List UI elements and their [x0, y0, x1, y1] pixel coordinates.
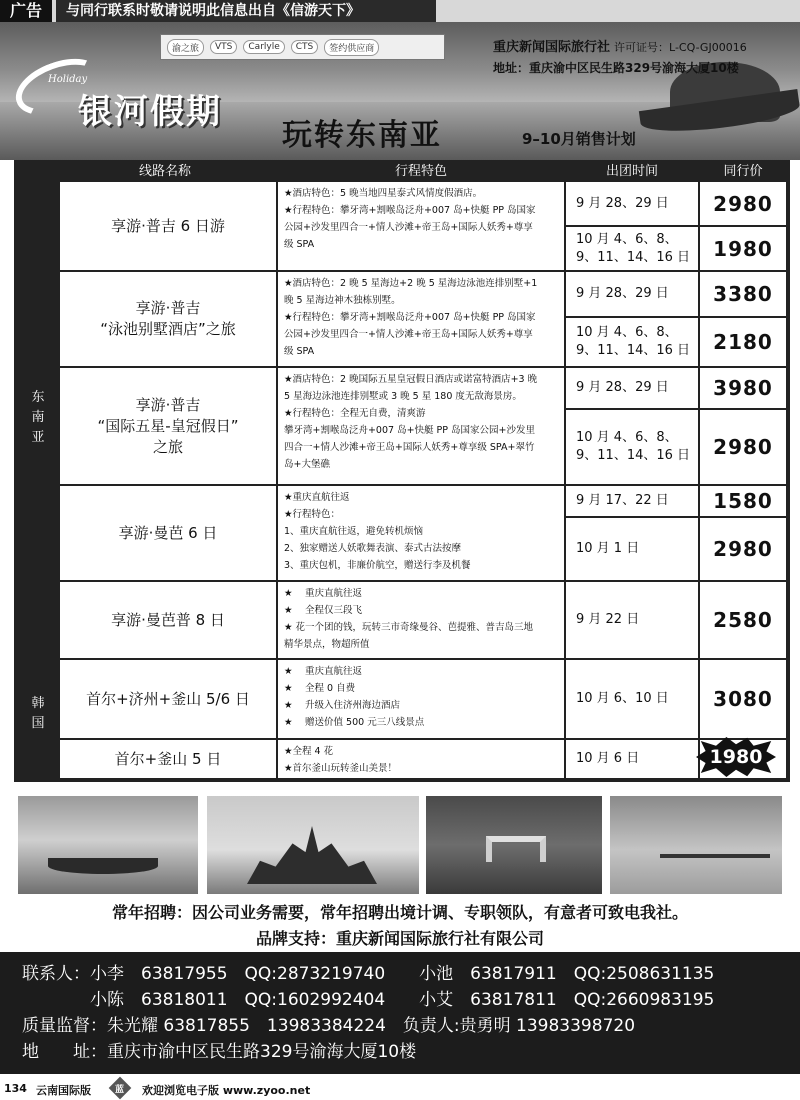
contact-row: 小陈 63818011 QQ:1602992404 小艾 63817811 QQ:2660983195: [22, 990, 715, 1010]
departure-date: [566, 740, 698, 778]
route-name: [60, 368, 276, 484]
pier-shape: [660, 854, 770, 858]
departure-date: [566, 518, 698, 580]
header-departure: 出团时间: [605, 164, 658, 179]
partner-logo: VTS: [210, 40, 237, 54]
itinerary-table: [14, 160, 790, 782]
header-price: 同行价: [723, 164, 763, 179]
quality-supervisor-row: 质量监督：朱光耀 63817855 13983384224 负责人:贵勇明 13983398720: [22, 1016, 636, 1036]
route-features: [278, 660, 564, 738]
feature-line: ★行程特色：全程无自费，清爽游: [284, 408, 426, 419]
departure-date: [566, 227, 698, 270]
date-line: 9 月 28、29 日: [576, 380, 669, 395]
date-line: 10 月 6 日: [576, 751, 640, 766]
date-line: 10 月 1 日: [576, 541, 640, 556]
feature-line: 1、重庆直航往返，避免转机烦恼: [284, 526, 424, 537]
route-name-line: 享游·曼芭普 8 日: [111, 610, 225, 629]
partner-logo: 渝之旅: [167, 39, 204, 56]
badge-text: 蓝: [115, 1085, 125, 1095]
feature-line: 岛+大堡礁: [284, 459, 330, 470]
address-row: 地 址：重庆市渝中区民生路329号渝海大厦10楼: [22, 1042, 417, 1062]
route-name-line: 享游·普吉: [135, 299, 201, 317]
feature-line: 公园+沙发里四合一+情人沙滩+帝王岛+国际人妖秀+尊享: [284, 222, 533, 233]
date-line: 9 月 28、29 日: [576, 195, 669, 211]
photo-thai-temple: [207, 796, 419, 894]
agency-address: 地址：重庆渝中区民生路329号渝海大厦10楼: [493, 61, 739, 75]
region-char: 东: [31, 390, 45, 405]
photo-pier-sea: [610, 796, 782, 894]
ad-bar: [0, 0, 800, 22]
partner-logo: CTS: [291, 40, 319, 54]
route-name: [60, 182, 276, 270]
date-line: 9、11、14、16 日: [576, 448, 691, 463]
feature-line: ★ 重庆直航往返: [284, 588, 363, 599]
route-features: [278, 740, 564, 778]
date-line: 9 月 22 日: [576, 612, 640, 627]
trade-price: 2980: [700, 182, 786, 225]
date-line: 10 月 4、6、8、: [576, 231, 678, 247]
route-name-line: 首尔+釜山 5 日: [114, 749, 222, 768]
feature-line: ★首尔釜山玩转釜山美景！: [284, 763, 398, 774]
trade-price: 2580: [700, 582, 786, 658]
route-name: [60, 660, 276, 738]
section-name: 云南国际版: [36, 1084, 91, 1097]
departure-date: [566, 368, 698, 408]
hero-banner: [0, 22, 800, 160]
route-name-line: 享游·普吉: [135, 395, 201, 414]
date-line: 10 月 4、6、8、: [576, 325, 678, 340]
departure-date: [566, 486, 698, 516]
trade-price: 3080: [700, 660, 786, 738]
agency-license: 许可证号：L-CQ-GJ00016: [614, 41, 747, 54]
route-name-line: 首尔+济州+釜山 5/6 日: [86, 689, 250, 708]
trade-price: 2980: [700, 518, 786, 580]
feature-line: ★ 全程仅三段飞: [284, 605, 363, 616]
partner-logos: [160, 34, 445, 60]
feature-line: ★ 重庆直航往返: [284, 666, 363, 677]
contact-panel: [0, 952, 800, 1074]
trade-price: 2180: [700, 318, 786, 366]
feature-line: 精华景点，物超所值: [284, 639, 370, 650]
region-char: 南: [31, 410, 45, 425]
route-features: [278, 182, 564, 270]
route-features: [278, 582, 564, 658]
route-name: [60, 740, 276, 778]
region-char: 国: [31, 716, 45, 731]
towers-shape: [486, 836, 546, 862]
brand-logo-text: 银河假期: [78, 92, 222, 132]
feature-line: 公园+沙发里四合一+情人沙滩+帝王岛+国际人妖秀+尊享: [284, 329, 533, 340]
headline-subtitle: 9–10月销售计划: [522, 130, 636, 148]
departure-date: [566, 272, 698, 316]
feature-line: ★行程特色：攀牙湾+割喉岛泛舟+007 岛+快艇 PP 岛国家: [284, 312, 536, 323]
photo-marina-bay: [426, 796, 602, 894]
date-line: 9、11、14、16 日: [576, 343, 691, 358]
date-line: 10 月 6、10 日: [576, 691, 669, 706]
trade-price: 1980: [700, 227, 786, 270]
date-line: 9、11、14、16 日: [576, 249, 691, 265]
trade-price: 1580: [700, 486, 786, 516]
departure-date: [566, 582, 698, 658]
contact-row: 联系人：小李 63817955 QQ:2873219740 小池 63817911 QQ:2508631135: [22, 964, 715, 984]
region-korea: [18, 694, 58, 734]
feature-line: 晚 5 星海边神木独栋别墅。: [284, 295, 401, 306]
route-name-line: 享游·普吉 6 日游: [111, 216, 225, 235]
feature-line: 级 SPA: [284, 239, 315, 250]
route-name-line: “国际五星-皇冠假日”: [97, 416, 239, 435]
photo-longtail-boats: [18, 796, 198, 894]
partner-logo: Carlyle: [243, 40, 284, 54]
feature-line: 5 星海边泳池连排别墅或 3 晚 5 星 180 度无敌海景房。: [284, 391, 522, 402]
partner-logo: 签约供应商: [324, 39, 379, 56]
feature-line: ★行程特色：: [284, 509, 341, 520]
route-name-line: “泳池别墅酒店”之旅: [100, 320, 236, 338]
region-char: 亚: [31, 430, 45, 445]
site-link[interactable]: 欢迎浏览电子版 www.zyoo.net: [142, 1084, 311, 1097]
boat-shape: [48, 858, 158, 874]
feature-line: 攀牙湾+割喉岛泛舟+007 岛+快艇 PP 岛国家公园+沙发里: [284, 425, 535, 436]
page-number: 134: [4, 1082, 27, 1095]
ad-tag: 广告: [0, 0, 52, 22]
date-line: 9 月 17、22 日: [576, 493, 669, 508]
header-features: 行程特色: [394, 164, 447, 179]
feature-line: 2、独家赠送人妖歌舞表演、泰式古法按摩: [284, 543, 462, 554]
page-footer: [0, 1078, 800, 1100]
feature-line: ★ 赠送价值 500 元三八线景点: [284, 717, 425, 728]
route-features: [278, 368, 564, 484]
feature-line: 3、重庆包机，非廉价航空，赠送行李及机餐: [284, 560, 471, 571]
temple-shape: [247, 826, 377, 884]
date-line: 9 月 28、29 日: [576, 286, 669, 301]
logo-script: Holiday: [48, 74, 88, 85]
departure-date: [566, 318, 698, 366]
departure-date: [566, 182, 698, 225]
brand-support: 品牌支持：重庆新闻国际旅行社有限公司: [255, 929, 544, 948]
departure-date: [566, 410, 698, 484]
feature-line: ★酒店特色：2 晚国际五星皇冠假日酒店或诺富特酒店+3 晚: [284, 374, 538, 385]
feature-line: ★重庆直航往返: [284, 492, 350, 503]
date-line: 10 月 4、6、8、: [576, 430, 678, 445]
feature-line: ★ 全程 0 自费: [284, 683, 356, 694]
region-southeast-asia: [18, 388, 58, 448]
feature-line: 四合一+情人沙滩+帝王岛+国际人妖秀+尊享级 SPA+翠竹: [284, 442, 535, 453]
route-name-line: 享游·曼芭 6 日: [118, 523, 218, 542]
feature-line: ★ 升级入住济州海边酒店: [284, 700, 401, 711]
departure-date: [566, 660, 698, 738]
agency-name: 重庆新闻国际旅行社: [493, 40, 611, 55]
recruitment-notice: 常年招聘：因公司业务需要，常年招聘出境计调、专职领队，有意者可致电我社。: [111, 903, 688, 922]
feature-line: ★行程特色：攀牙湾+割喉岛泛舟+007 岛+快艇 PP 岛国家: [284, 205, 536, 216]
ad-slogan: 与同行联系时敬请说明此信息出自《信游天下》: [56, 0, 436, 22]
trade-price: 1980: [709, 746, 763, 768]
agency-name-line: [493, 36, 793, 55]
region-char: 韩: [31, 696, 45, 711]
feature-line: ★酒店特色：5 晚当地四星泰式风情度假酒店。: [284, 188, 483, 199]
feature-line: ★全程 4 花: [284, 746, 334, 757]
route-name: [60, 486, 276, 580]
header-route: 线路名称: [138, 164, 191, 179]
route-name-line: 之旅: [152, 437, 183, 456]
trade-price: 3980: [700, 368, 786, 408]
feature-line: ★ 花一个团的钱，玩转三市奇缘曼谷、芭提雅、普吉岛三地: [284, 622, 534, 633]
feature-line: ★酒店特色：2 晚 5 星海边+2 晚 5 星海边泳池连排别墅+1: [284, 278, 538, 289]
trade-price: 3380: [700, 272, 786, 316]
headline-title: 玩转东南亚: [282, 118, 442, 153]
route-name: [60, 582, 276, 658]
feature-line: 级 SPA: [284, 346, 315, 357]
route-name: [60, 272, 276, 366]
route-features: [278, 486, 564, 580]
trade-price: 2980: [700, 410, 786, 484]
route-features: [278, 272, 564, 366]
agency-info: [493, 36, 793, 76]
